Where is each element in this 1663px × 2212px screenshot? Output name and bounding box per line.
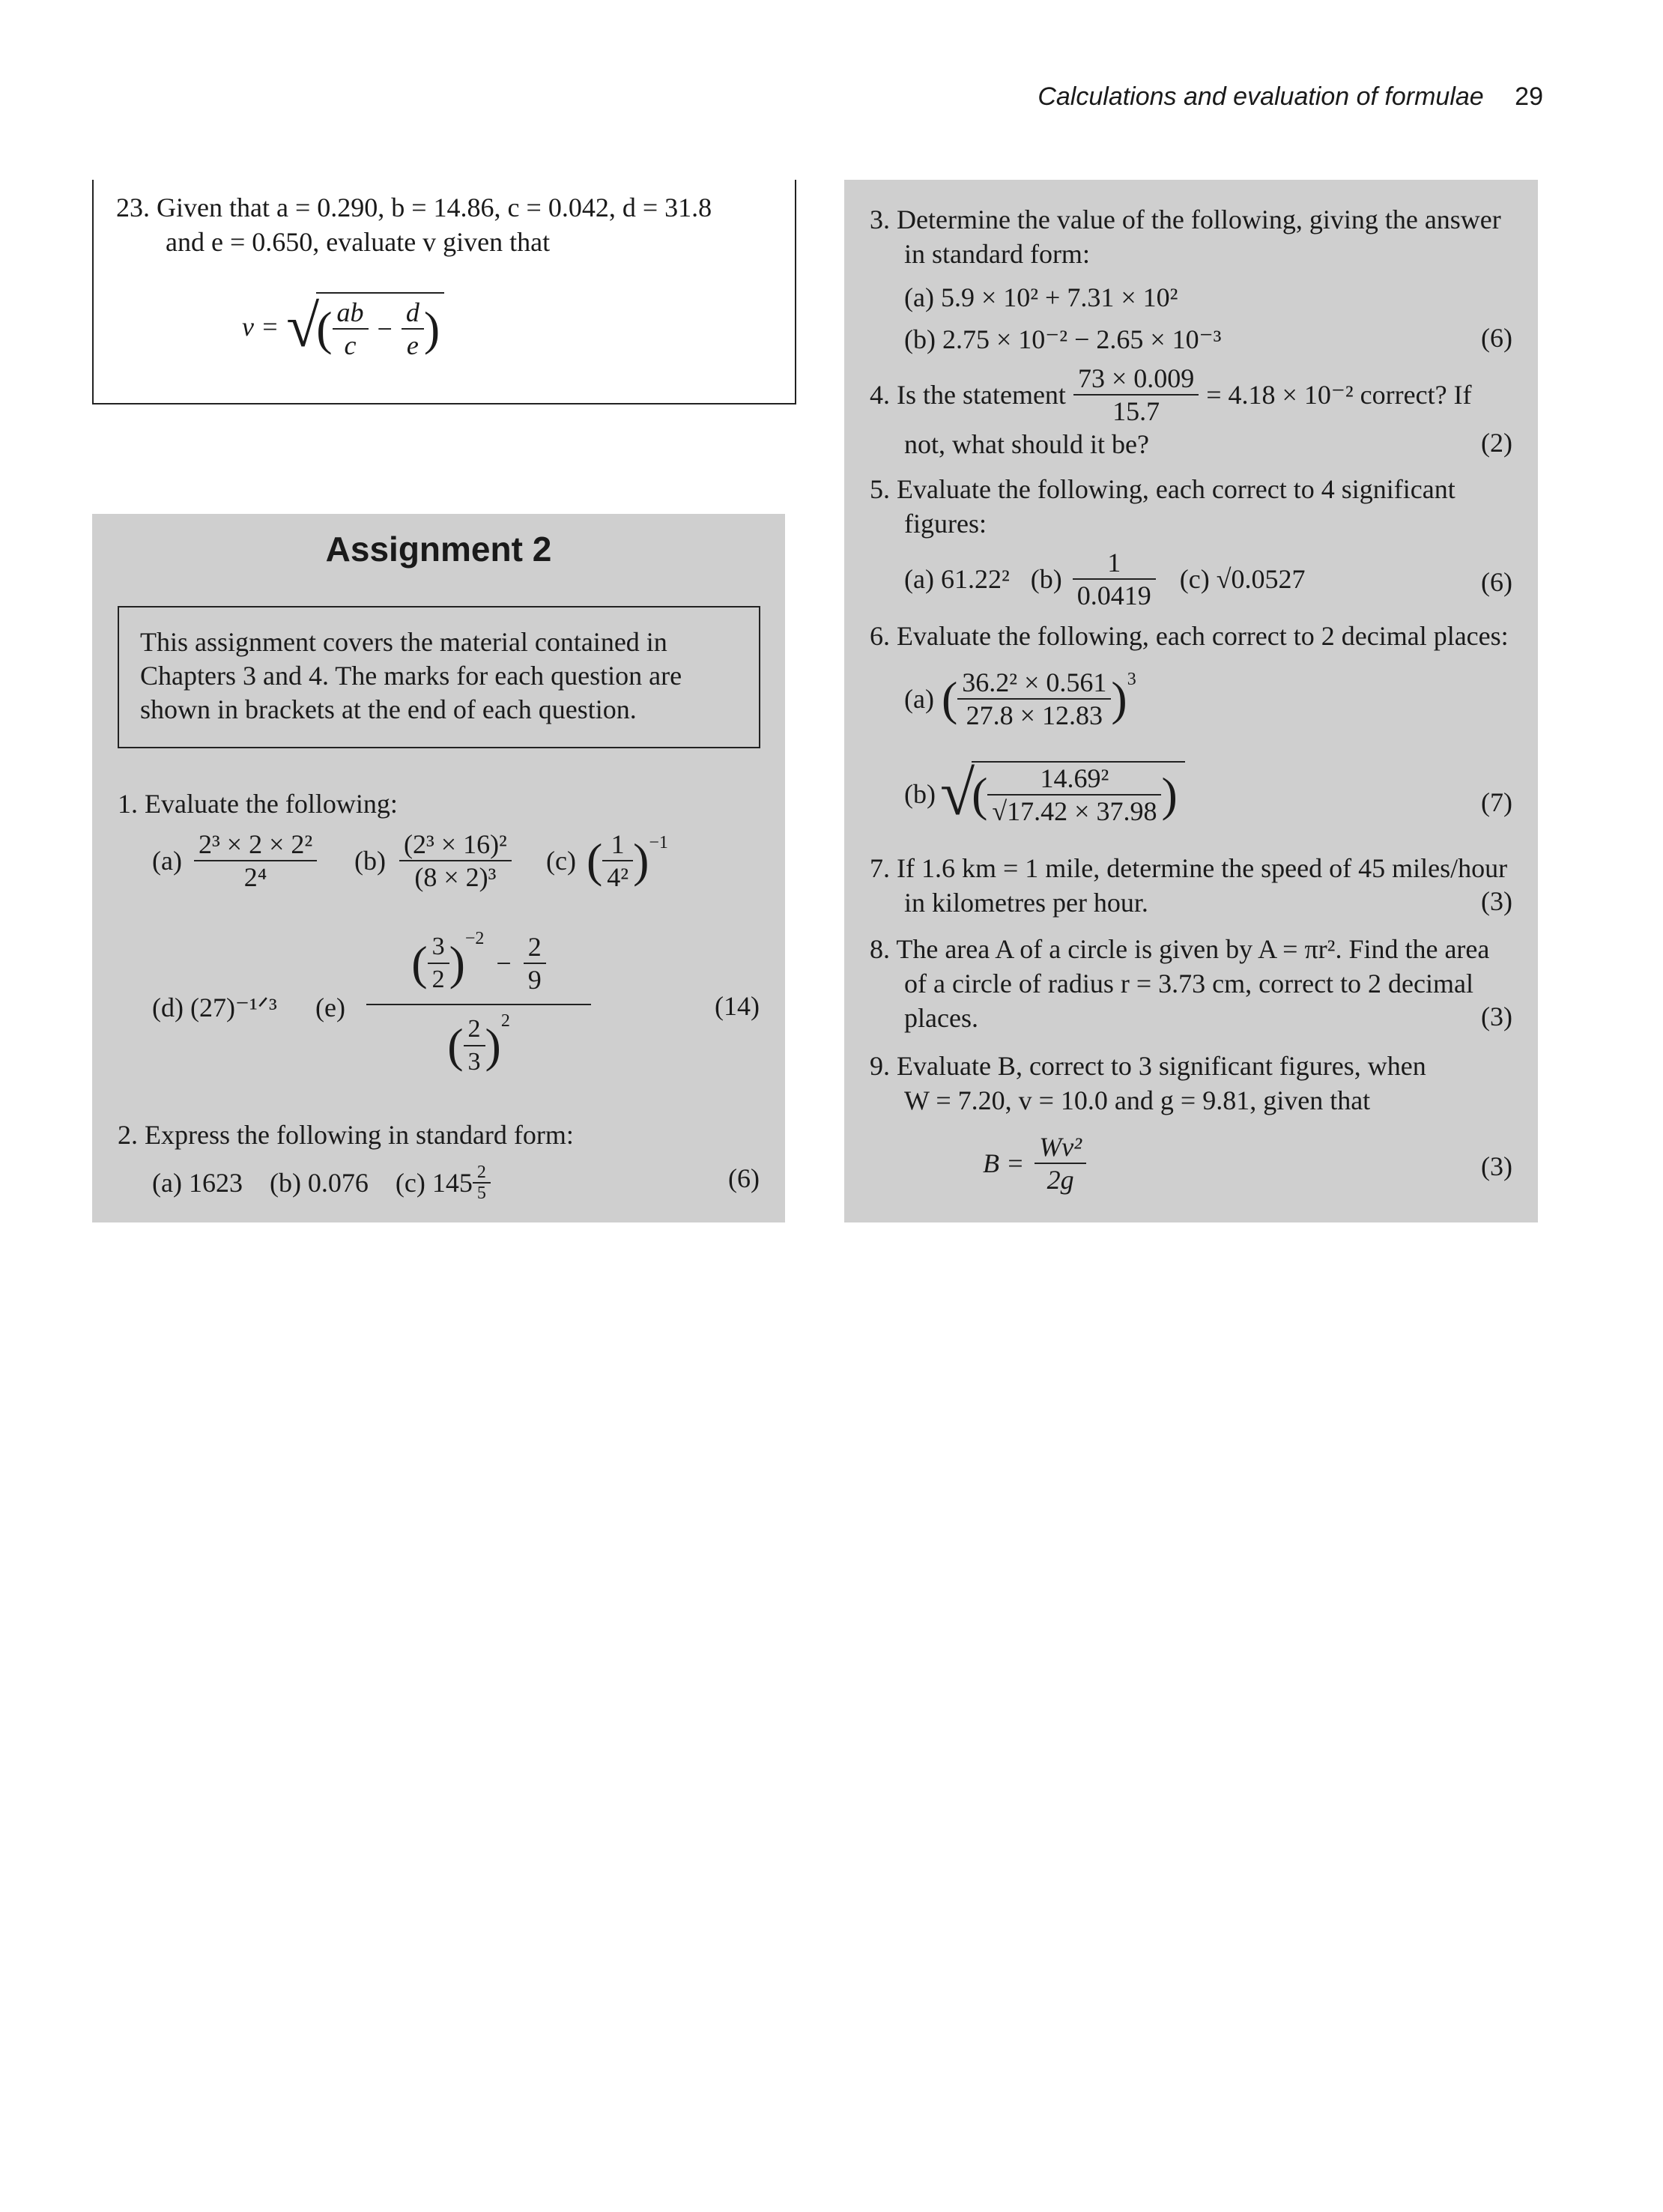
- sqrt-icon: √: [939, 759, 975, 828]
- q1-marks: (14): [715, 991, 760, 1021]
- question-23-box: [92, 180, 796, 404]
- page-number: 29: [1515, 82, 1543, 111]
- q3-line1: 3. Determine the value of the following, giving the answer: [870, 204, 1501, 234]
- q1-part-e: [366, 926, 591, 1083]
- q9-marks: (3): [1481, 1151, 1512, 1181]
- q3-part-a: (a) 5.9 × 10² + 7.31 × 10²: [904, 282, 1178, 312]
- q2-parts: (a) 1623 (b) 0.076 (c) 145 $\frac{2}{5}$: [152, 1163, 491, 1203]
- q7-line1: 7. If 1.6 km = 1 mile, determine the speed of 45 miles/hour: [870, 853, 1508, 883]
- q5-marks: (6): [1481, 567, 1512, 597]
- running-header: [1038, 82, 1543, 112]
- q2-marks: (6): [728, 1163, 760, 1193]
- q8-line2: of a circle of radius r = 3.73 cm, correct to 2 decimal: [904, 969, 1473, 999]
- q23-formula: [242, 292, 444, 361]
- q1-part-c: (c) ( $\frac{1}{\text{4²}}$ ) $^{-1}$: [546, 829, 668, 892]
- q23-frac1: $\frac{ab}{c}$: [333, 297, 369, 361]
- q5-line1: 5. Evaluate the following, each correct to 4 significant: [870, 474, 1455, 504]
- header-title: Calculations and evaluation of formulae: [1038, 82, 1484, 111]
- q1-e-denominator: ( $\frac{2}{3}$ ) $^2$: [447, 1011, 510, 1076]
- q1-e-numerator: ( $\frac{3}{2}$ ) $^{-2}$ − $\frac{2}{9}$: [366, 926, 591, 1001]
- q1-part-e-label: (e): [315, 993, 345, 1022]
- q3-part-b: (b) 2.75 × 10⁻² − 2.65 × 10⁻³: [904, 324, 1222, 354]
- q9-formula: B = $\frac{\text{Wv²}}{2g}$: [983, 1131, 1086, 1196]
- q9-line1: 9. Evaluate B, correct to 3 significant figures, when: [870, 1051, 1426, 1081]
- assignment-note: This assignment covers the material contained in Chapters 3 and 4. The marks for each question are shown in brackets at the end of each question.: [118, 606, 760, 748]
- q1-part-d: (d) (27)⁻¹ᐟ³: [152, 993, 277, 1022]
- q8-marks: (3): [1481, 1002, 1512, 1031]
- q23-frac2: $\frac{d}{e}$: [402, 297, 424, 361]
- q23-formula-lhs: v =: [242, 312, 279, 342]
- q4-marks: (2): [1481, 428, 1512, 458]
- q23-radicand: ( $\frac{ab}{c}$ − $\frac{d}{e}$ ): [316, 292, 444, 361]
- q1-e-fraction-bar: [366, 1004, 591, 1005]
- q5-parts: (a) 61.22² (b) $\frac{1}{0.0419}$ (c) √0.0527: [904, 548, 1306, 610]
- q6-marks: (7): [1481, 787, 1512, 817]
- assignment-panel-left: [92, 514, 785, 1222]
- q2-text: 2. Express the following in standard form:: [118, 1120, 574, 1150]
- q6-line1: 6. Evaluate the following, each correct to 2 decimal places:: [870, 621, 1509, 651]
- sqrt-icon: √: [286, 294, 320, 360]
- q6-part-a: (a) ( $\frac{\text{36.2² × 0.561}}{27.8 \times 12.83}$ ) $^3$: [904, 667, 1136, 730]
- q4-line1: 4. Is the statement $\frac{73 \times 0.009}{15.7}$ = 4.18 × 10⁻² correct? If: [870, 363, 1472, 426]
- q23-line2: and e = 0.650, evaluate v given that: [166, 227, 551, 257]
- q7-line2: in kilometres per hour.: [904, 888, 1148, 918]
- q9-line2: W = 7.20, v = 10.0 and g = 9.81, given that: [904, 1085, 1371, 1115]
- q1-part-a: (a) $\frac{\text{2³ × 2 × 2²}}{\text{2⁴}}$: [152, 828, 317, 893]
- assignment-title: Assignment 2: [325, 530, 552, 569]
- q5-line2: figures:: [904, 509, 987, 539]
- q1-text: 1. Evaluate the following:: [118, 789, 398, 819]
- q3-line2: in standard form:: [904, 239, 1090, 269]
- q8-line3: places.: [904, 1003, 978, 1033]
- q6-part-b: (b) √ ( $\frac{\text{14.69²}}{√17.42 \times 37.98}$ ): [904, 761, 1185, 827]
- q23-line1: 23. Given that a = 0.290, b = 14.86, c = 0.042, d = 31.8: [116, 193, 712, 222]
- q8-line1: 8. The area A of a circle is given by A = πr². Find the area: [870, 934, 1490, 964]
- q1-part-b: (b) $\frac{\text{(2³ × 16)²}}{\text{(8 × 2)³}}$: [354, 828, 512, 893]
- assignment-panel-right: [844, 180, 1538, 1222]
- q7-marks: (3): [1481, 886, 1512, 916]
- q3-marks: (6): [1481, 323, 1512, 353]
- q4-line2: not, what should it be?: [904, 429, 1149, 459]
